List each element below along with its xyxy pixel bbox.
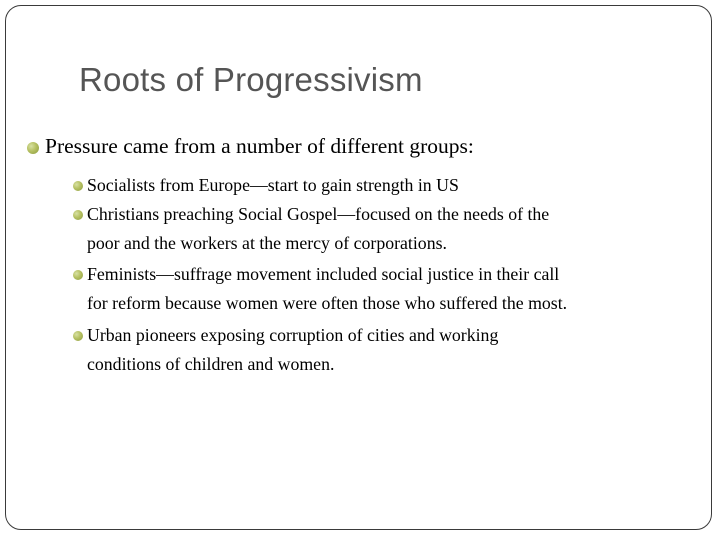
sub-bullet-1-line-1: Socialists from Europe—start to gain strength in US — [87, 175, 459, 195]
sub-bullet-2-line-2: poor and the workers at the mercy of corporations. — [87, 233, 447, 253]
sub-bullet-2 — [73, 200, 549, 258]
sub-bullet-4-line-1: Urban pioneers exposing corruption of cities and working — [87, 325, 499, 345]
sub-bullet-3 — [73, 260, 567, 318]
sub-bullet-4 — [73, 321, 498, 379]
sub-bullet-3-line-1: Feminists—suffrage movement included social justice in their call — [87, 264, 560, 284]
sub-bullet-2-line-1: Christians preaching Social Gospel—focused on the needs of the — [87, 204, 550, 224]
bullet-dot-icon — [73, 210, 83, 220]
sub-bullet-4-line-2: conditions of children and women. — [87, 354, 335, 374]
bullet-dot-icon — [73, 181, 83, 191]
sub-bullet-3-line-2: for reform because women were often those who suffered the most. — [87, 293, 568, 313]
main-bullet-text: Pressure came from a number of different groups: — [45, 134, 474, 158]
bullet-dot-icon — [73, 270, 83, 280]
main-bullet — [45, 134, 474, 159]
slide-title: Roots of Progressivism — [79, 61, 423, 98]
bullet-dot-icon — [27, 142, 39, 154]
bullet-dot-icon — [73, 331, 83, 341]
sub-bullet-1 — [73, 171, 459, 200]
